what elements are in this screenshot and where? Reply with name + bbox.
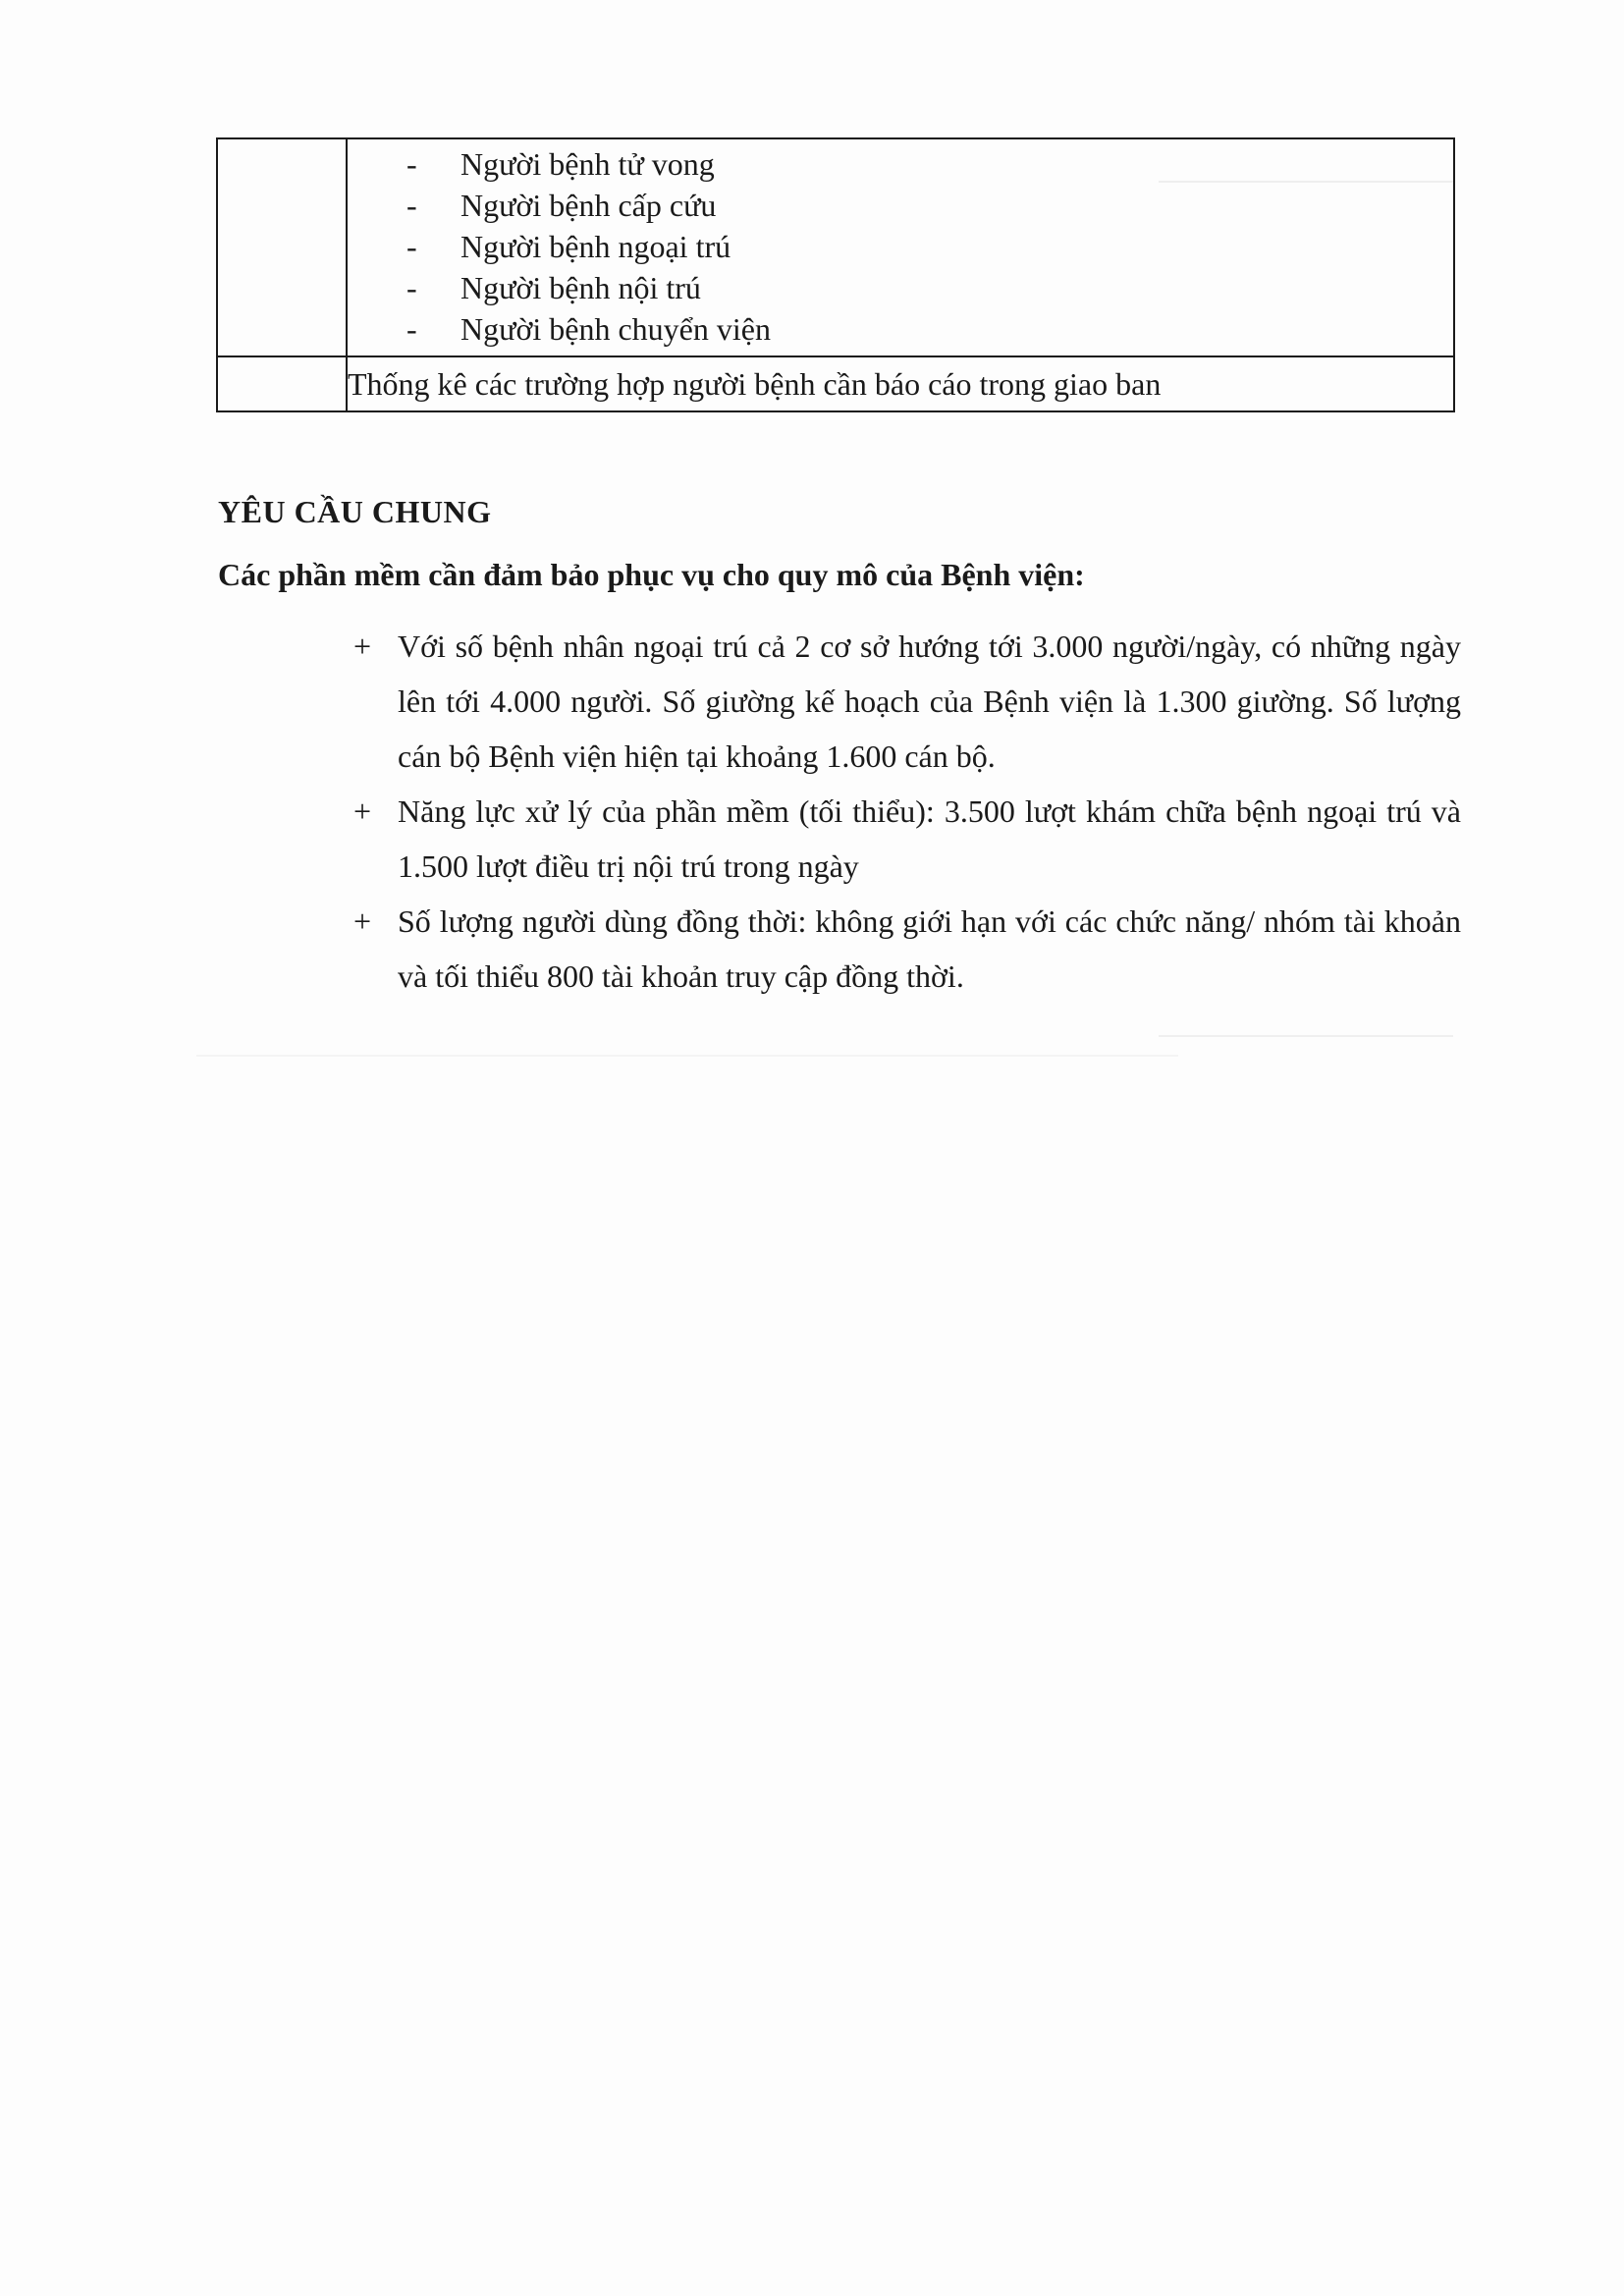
bullet-text: Số lượng người dùng đồng thời: không giới hạn với các chức năng/ nhóm tài khoản và tối thiểu 800 tài khoản truy cập đồng thời. [398,903,1461,994]
requirements-bullet-list [353,619,1461,1004]
plus-marker: + [353,793,372,829]
list-item-text: Người bệnh tử vong [460,146,715,182]
dash-marker: - [406,229,417,264]
bullet-item [353,619,1461,784]
table-cell-empty [217,356,347,411]
bullet-item [353,784,1461,894]
table-cell-list [347,138,1454,356]
list-item [348,267,1453,308]
table-cell-text: Thống kê các trường hợp người bệnh cần báo cáo trong giao ban [347,356,1454,411]
requirements-table [216,137,1455,412]
list-item [348,226,1453,267]
list-item [348,185,1453,226]
section-subheading: Các phần mềm cần đảm bảo phục vụ cho quy mô của Bệnh viện: [218,557,1085,592]
table-row [217,356,1454,411]
plus-marker: + [353,903,372,939]
bullet-text: Năng lực xử lý của phần mềm (tối thiểu): 3.500 lượt khám chữa bệnh ngoại trú và 1.500 lượt điều trị nội trú trong ngày [398,793,1461,884]
bleed-through-text [1159,1021,1453,1051]
list-item-text: Người bệnh cấp cứu [460,188,717,223]
plus-marker: + [353,629,372,664]
dash-marker: - [406,146,417,182]
dash-marker: - [406,270,417,305]
list-item-text: Người bệnh ngoại trú [460,229,731,264]
list-item-text: Người bệnh chuyển viện [460,311,771,347]
list-item [348,308,1453,350]
dash-marker: - [406,188,417,223]
patient-type-list [348,143,1453,350]
bullet-item [353,894,1461,1004]
section-heading: YÊU CẦU CHUNG [218,494,492,529]
bleed-through-text [196,1041,1178,1070]
dash-marker: - [406,311,417,347]
list-item-text: Người bệnh nội trú [460,270,701,305]
list-item [348,143,1453,185]
table-cell-empty [217,138,347,356]
table-row [217,138,1454,356]
bullet-text: Với số bệnh nhân ngoại trú cả 2 cơ sở hướng tới 3.000 người/ngày, có những ngày lên tới 4.000 người. Số giường kế hoạch của Bệnh viện là 1.300 giường. Số lượng cán bộ Bệnh viện hiện tại khoảng 1.600 cán bộ. [398,629,1461,774]
